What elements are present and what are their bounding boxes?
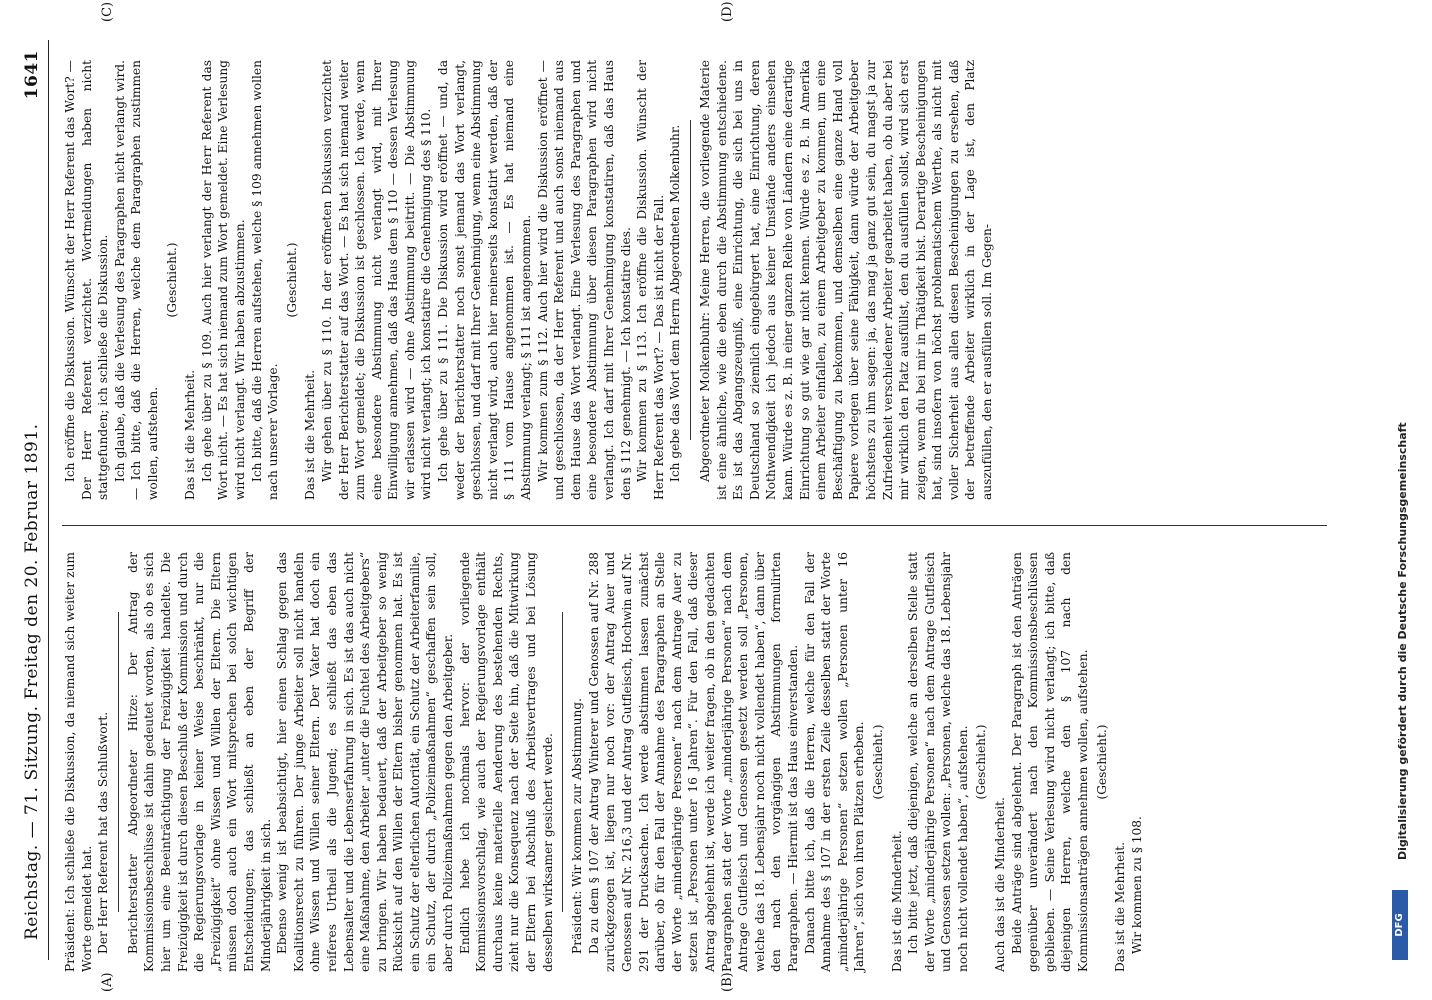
divider bbox=[562, 612, 563, 912]
divider bbox=[690, 120, 691, 440]
paragraph: Danach bitte ich, daß die Herren, welche für den Fall der Annahme des § 107 in der ersten Zeile desselben statt der Worte „minderjährige Personen“ setzen wollen „Personen unter 16 Jahren“, sich von ihren Plätzen erheben. bbox=[802, 552, 867, 972]
paragraph: Ich gebe das Wort dem Herrn Abgeordneten Molkenbuhr. bbox=[668, 124, 683, 482]
paragraph: Wir gehen über zu § 110. In der eröffneten Diskussion verzichtet der Herr Berichterstatter auf das Wort. — Es hat sich niemand weiter zum Wort gemeldet; die Diskussion ist geschlossen. Ich werde, wenn eine besondere Abstimmung nicht verlangt wird, mit Ihrer Einwilligung annehmen, daß das Haus dem § 110 — dessen Verlesung wir erlassen wird — ohne Abstimmung beitritt. — Die Abstimmung wird nicht verlangt; ich konstatire die Genehmigung des § 110. bbox=[319, 60, 434, 500]
paragraph: Wir kommen zu § 108. bbox=[1129, 816, 1144, 954]
divider bbox=[118, 612, 119, 912]
stage-direction: (Geschieht.) bbox=[164, 242, 179, 318]
stage-direction: (Geschieht.) bbox=[974, 724, 989, 800]
paragraph: Präsident: Wir kommen zur Abstimmung. bbox=[570, 698, 585, 954]
text-column-right bbox=[62, 60, 996, 500]
paragraph: Das ist die Mehrheit. bbox=[1113, 842, 1128, 972]
margin-mark-d: (D) bbox=[720, 1, 735, 22]
paragraph: Wir kommen zu § 113. Ich eröffne die Diskussion. Wünscht der Herr Referent das Wort? — Das ist nicht der Fall. bbox=[635, 60, 666, 500]
stage-direction: (Geschieht.) bbox=[1094, 724, 1109, 800]
paragraph: Da zu dem § 107 der Antrag Winterer und Genossen auf Nr. 288 zurückgezogen ist, liegen nur noch vor: der Antrag Auer und Genossen auf Nr. 216,3 und der Antrag Gutfleisch, Hochwin auf Nr. 291 der Drucksachen. Ich werde abstimmen lassen zunächst darüber, ob für den Fall der Annahme des Paragraphen an Stelle der Worte „minderjährige Personen“ nach dem Antrage Auer zu setzen ist „Personen unter 16 Jahren“. Für den Fall, daß dieser Antrag abgelehnt ist, werde ich weiter fragen, ob in den gedachten Paragraphen statt der Worte „minderjährige Personen“ nach dem Antrage Gutfleisch und Genossen gesetzt werden soll „Personen, welche das 18. Lebensjahr noch nicht vollendet haben“, dann über den nach den vorgängigen Abstimmungen formulirten Paragraphen. — Hiermit ist das Haus einverstanden. bbox=[586, 552, 800, 972]
paragraph: Ich gehe über zu § 111. Die Diskussion wird eröffnet — und, da weder der Berichterstatter noch sonst jemand das Wort verlangt, geschlossen, und darf mit Ihrer Genehmigung, wenn eine Abstimmung nicht verlangt wird, auch hier meinerseits konstatirt werden, daß der § 111 vom Hause angenommen ist. — Es hat niemand eine Abstimmung verlangt; § 111 ist angenommen. bbox=[436, 60, 534, 500]
margin-mark-c: (C) bbox=[100, 1, 115, 22]
text-column-left bbox=[62, 552, 1145, 972]
paragraph: Ich eröffne die Diskussion. Wünscht der Herr Referent das Wort? — Der Herr Referent verzichtet. Wortmeldungen haben nicht stattgefunden; ich schließe die Diskussion. bbox=[63, 60, 111, 500]
paragraph: Ich bitte, daß die Herren aufstehen, welche § 109 annehmen wollen nach unserer Vorlage. bbox=[249, 60, 281, 500]
header-title: Reichstag. — 71. Sitzung. Freitag den 20. Februar 1891. bbox=[22, 423, 42, 940]
paragraph: Auch das ist die Minderheit. bbox=[993, 797, 1008, 972]
paragraph: Abgeordneter Molkenbuhr: Meine Herren, die vorliegende Materie ist eine ähnliche, wie die eben durch die Abstimmung entschiedene. Es ist das Abgangszeugniß, eine Einrichtung, die sich bei uns in Deutschland so ziemlich eingebürgert hat, eine Einrichtung, deren Nothwendigkeit ich jedoch aus keiner Umstände anders einsehen kann. Würde es z. B. in einer ganzen Reihe von Ländern eine derartige Einrichtung so gut wie gar nicht kennen. Würde es z. B. in Amerika einem Arbeiter einfallen, zu einem Arbeitgeber zu kommen, um eine Beschäftigung zu bekommen, und demselben eine ganze Hand voll Papiere vorlegen über seine Fähigkeit, dann würde der Arbeitgeber höchstens zu ihm sagen: ja, das mag ja ganz gut sein, du magst ja zur Zufriedenheit verschiedener Arbeiter gearbeitet haben, ob du aber bei mir wirklich den Platz ausfüllst, den du ausfüllen sollst, wird sich erst zeigen, wenn du bei mir in Thätigkeit bist. Derartige Bescheinigungen hat, sind insofern von höchst problematischem Werthe, als nicht mit voller Sicherheit aus allen diesen Bescheinigungen zu ersehen, daß der betreffende Arbeiter wirklich in der Lage ist, den Platz auszufüllen, den er ausfüllen soll. Im Gegen- bbox=[697, 60, 995, 500]
paragraph: Das ist die Mehrheit. bbox=[303, 370, 318, 500]
paragraph: Beide Anträge sind abgelehnt. Der Paragraph ist den Anträgen gegenüber unverändert nach den Kommissionsbeschlüssen geblieben. — Seine Verlesung wird nicht verlangt; ich bitte, daß diejenigen Herren, welche den § 107 nach den Kommissionsanträgen annehmen wollen, aufstehen. bbox=[1009, 552, 1091, 972]
page-header bbox=[18, 40, 49, 960]
margin-mark-b: (B) bbox=[720, 972, 735, 992]
paragraph: Ebenso wenig ist beabsichtigt, hier einen Schlag gegen das Koalitionsrecht zu führen. Der junge Arbeiter soll nicht handeln ohne Wissen und Willen seiner Eltern. Der Vater hat doch ein reiferes Urtheil als die Jugend; es schließt das eben das Lebensalter und die Lebenserfahrung in sich. Es ist das auch nicht eine Maßnahme, den Arbeiter „unter die Fuchtel des Arbeitgebers“ zu bringen. Wir haben bedauert, daß der Arbeitgeber so wenig Rücksicht auf den Willen der Eltern bisher genommen hat. Es ist ein Schutz der elterlichen Autorität, ein Schutz der Arbeiterfamilie, ein Schutz, der durch „Polizeimaßnahmen“ geschaffen sein soll, aber durch Polizeimaßnahmen gegen den Arbeitgeber. bbox=[275, 552, 456, 972]
paragraph: Endlich hebe ich nochmals hervor: der vorliegende Kommissionsvorschlag, wie auch der Regierungsvorlage enthält durchaus keine materielle Aenderung des bestehenden Rechts, zieht nur die Konsequenz nach der Seite hin, daß die Mitwirkung der Eltern bei Abschluß des Arbeitsvertrages und bei Lösung desselben wirksamer gesichert werde. bbox=[457, 552, 555, 972]
paragraph: Der Herr Referent hat das Schlußwort. bbox=[96, 711, 111, 954]
paragraph: Ich bitte jetzt, daß diejenigen, welche an derselben Stelle statt der Worte „minderjährige Personen“ nach dem Antrage Gutfleisch und Genossen setzen wollen: „Personen, welche das 18. Lebensjahr noch nicht vollendet haben“, aufstehen. bbox=[906, 552, 970, 972]
paragraph: Berichterstatter Abgeordneter Hitze: Der Antrag der Kommissionsbeschlüsse ist dahin gedeutet worden, als ob es sich hier um eine Beeinträchtigung der Freizügigkeit handelte. Die Freizügigkeit ist durch diesen Beschluß der Kommission und durch die Regierungsvorlage in keiner Weise beschränkt, nur die „Freizügigkeit“ ohne Wissen und Willen der Eltern. Die Eltern müssen doch auch ein Wort mitsprechen bei solch wichtigen Entscheidungen; das schließt an eben der Begriff der Minderjährigkeit in sich. bbox=[125, 552, 273, 972]
paragraph: Das ist die Minderheit. bbox=[889, 830, 904, 972]
paragraph: Das ist die Mehrheit. bbox=[183, 370, 198, 500]
paragraph: Wir kommen zum § 112. Auch hier wird die Diskussion eröffnet — und geschlossen, da der Herr Referent und auch sonst niemand aus dem Hause das Wort verlangt. Eine Verlesung des Paragraphen und eine besondere Abstimmung über diesen Paragraphen wird nicht verlangt. Ich darf mit Ihrer Genehmigung konstatiren, daß das Haus den § 112 genehmigt. — Ich konstatire dies. bbox=[535, 60, 633, 500]
margin-mark-a: (A) bbox=[100, 972, 115, 992]
dfg-logo: DFG bbox=[1392, 890, 1408, 960]
column-divider bbox=[62, 525, 1327, 526]
paragraph: Ich glaube, daß die Verlesung des Paragraphen nicht verlangt wird. — Ich bitte, daß die Herren, welche dem Paragraphen zustimmen wollen, aufstehen. bbox=[112, 60, 160, 500]
paragraph: Präsident: Ich schließe die Diskussion, da niemand sich weiter zum Worte gemeldet hat. bbox=[63, 552, 94, 972]
digitization-credit: Digitalisierung gefördert durch die Deutsche Forschungsgemeinschaft bbox=[1396, 422, 1409, 860]
stage-direction: (Geschieht.) bbox=[870, 724, 885, 800]
paragraph: Ich gehe über zu § 109. Auch hier verlangt der Herr Referent das Wort nicht. — Es hat sich niemand zum Wort gemeldet. Eine Verlesung wird nicht verlangt. Wir haben abzustimmen. bbox=[199, 60, 247, 500]
stage-direction: (Geschieht.) bbox=[284, 242, 299, 318]
page-number: 1641 bbox=[22, 50, 42, 100]
